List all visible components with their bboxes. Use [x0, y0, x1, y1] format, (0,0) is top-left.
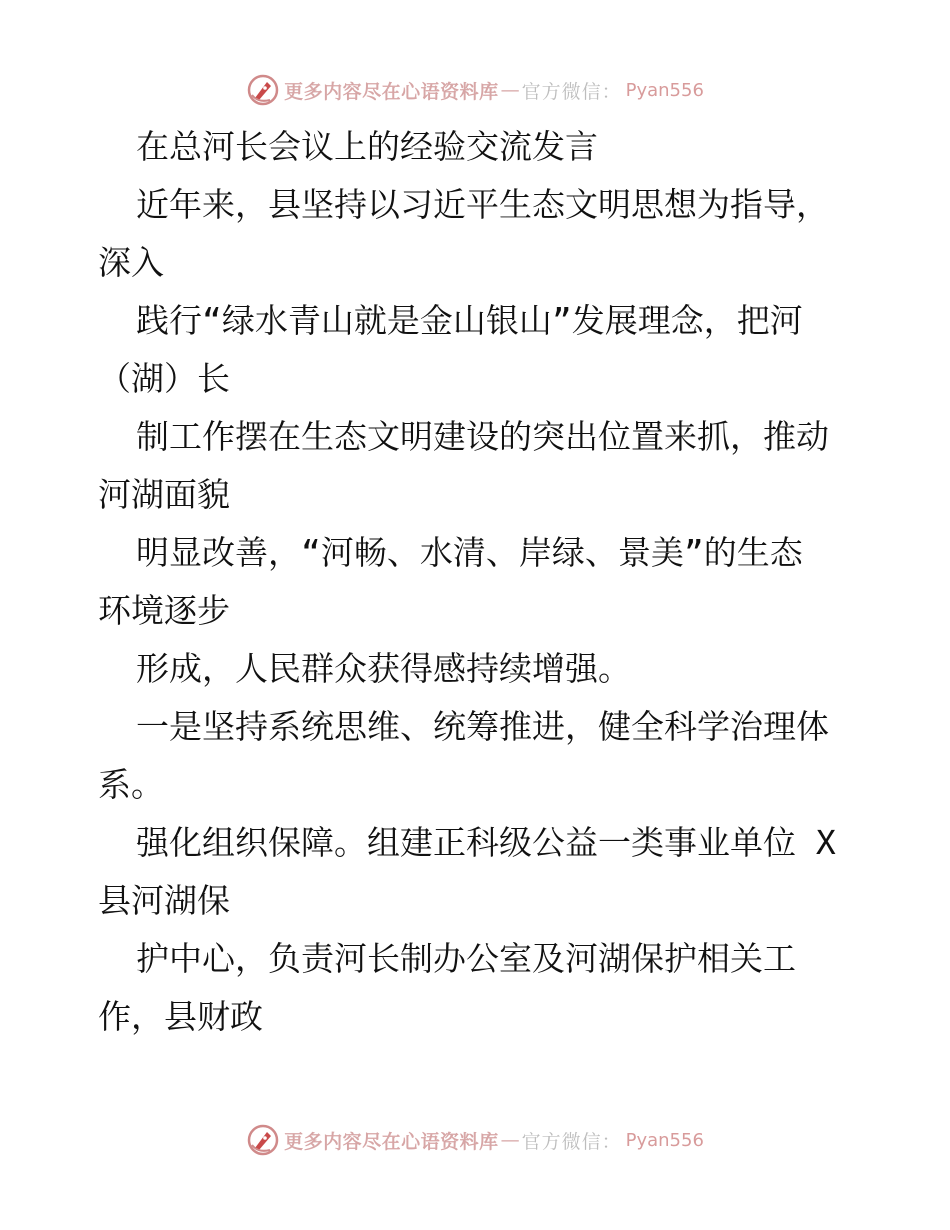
text-line: 护中心，负责河长制办公室及河湖保护相关工	[136, 939, 796, 978]
watermark-wechat-id: Pyan556	[625, 79, 704, 101]
watermark-site-text: 更多内容尽在心语资料库	[284, 1130, 499, 1153]
pen-nib-logo-icon	[246, 1123, 280, 1157]
text-line: 深入	[98, 243, 164, 282]
watermark-dash: —	[500, 79, 520, 101]
watermark-site-text: 更多内容尽在心语资料库	[284, 80, 499, 103]
text-line: 近年来，县坚持以习近平生态文明思想为指导，	[136, 185, 829, 224]
text-line: 环境逐步	[98, 591, 230, 630]
text-line: 明显改善，“河畅、水清、岸绿、景美”的生态	[136, 533, 803, 572]
watermark-wechat-text: 官方微信：	[521, 1130, 622, 1153]
pen-nib-logo-icon	[246, 73, 280, 107]
document-title: 在总河长会议上的经验交流发言	[136, 127, 598, 166]
document-body	[98, 118, 858, 1046]
watermark-wechat-text: 官方微信：	[521, 80, 622, 103]
text-line: 作，县财政	[98, 997, 263, 1036]
text-line: 践行“绿水青山就是金山银山”发展理念，把河	[136, 301, 803, 340]
watermark-footer	[0, 1120, 950, 1160]
text-line: 形成，人民群众获得感持续增强。	[136, 649, 631, 688]
text-line: 县河湖保	[98, 881, 230, 920]
text-line: 制工作摆在生态文明建设的突出位置来抓，推动	[136, 417, 829, 456]
text-line: 系。	[98, 765, 164, 804]
text-line: 河湖面貌	[98, 475, 230, 514]
watermark-wechat-id: Pyan556	[625, 1129, 704, 1151]
text-line: 强化组织保障。组建正科级公益一类事业单位 X	[136, 823, 836, 862]
text-line: （湖）长	[98, 359, 230, 398]
watermark-dash: —	[500, 1129, 520, 1151]
text-line: 一是坚持系统思维、统筹推进，健全科学治理体	[136, 707, 829, 746]
watermark-header	[0, 70, 950, 110]
